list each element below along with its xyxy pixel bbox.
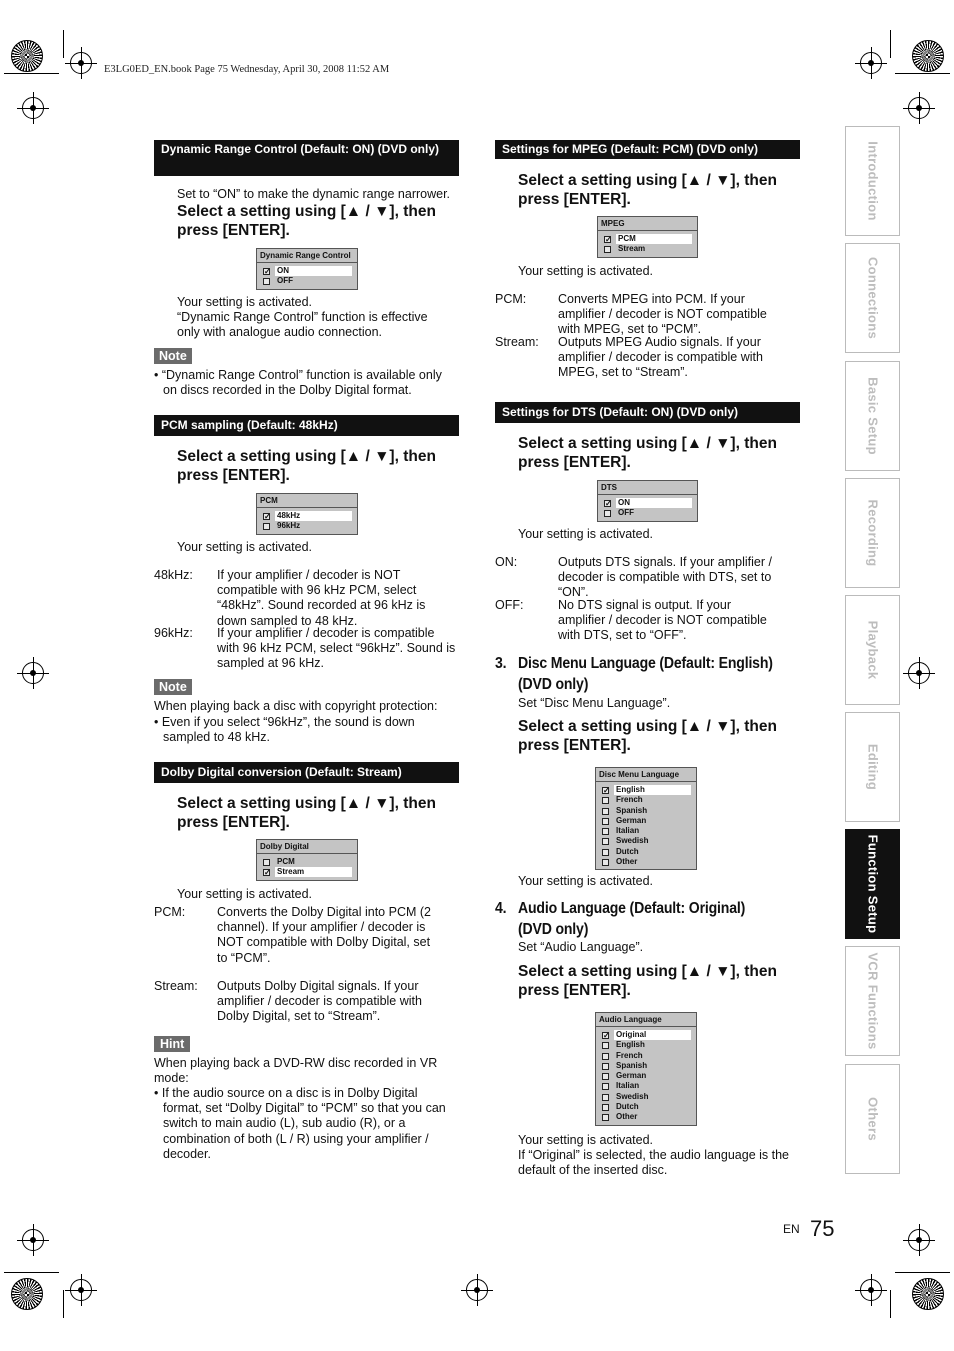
pcm-menu-item[interactable] xyxy=(257,521,357,531)
section-bar-dolby-label: Dolby Digital conversion (Default: Stream) xyxy=(161,765,402,779)
tab-playback[interactable] xyxy=(845,595,900,705)
crop-line xyxy=(63,30,64,58)
drc-note-line-1: “Dynamic Range Control” function is effective xyxy=(177,310,428,324)
def-value: Converts MPEG into PCM. If your amplifier / decoder is NOT compatible with MPEG, set to “PCM”. xyxy=(558,292,767,337)
mpeg-menu xyxy=(597,216,698,258)
section-bar-dts xyxy=(495,402,800,423)
crosshair-icon xyxy=(22,662,44,684)
note-badge: Note xyxy=(154,679,192,695)
dolby-instruction: Select a setting using [▲ / ▼], then press [ENTER]. xyxy=(177,795,436,831)
dolby-def-pcm xyxy=(154,905,459,980)
menu-item-label: Other xyxy=(616,1112,638,1122)
tab-editing[interactable] xyxy=(845,712,900,822)
hint-badge: Hint xyxy=(154,1036,190,1052)
crosshair-icon xyxy=(860,1279,882,1301)
pcm-def-96 xyxy=(154,626,459,674)
menu-item-label: Stream xyxy=(618,244,646,254)
def-value: Outputs MPEG Audio signals. If your amplifier / decoder is compatible with MPEG, set to “Stream”. xyxy=(558,335,763,380)
dolby-menu-item[interactable] xyxy=(257,857,357,867)
mpeg-instruction: Select a setting using [▲ / ▼], then press [ENTER]. xyxy=(518,172,777,208)
menu-item-label: Other xyxy=(616,857,638,867)
audio-heading: Audio Language (Default: Original) xyxy=(518,900,746,917)
menu-item-label: Swedish xyxy=(616,1091,649,1101)
audio-activated: Your setting is activated. xyxy=(518,1133,654,1147)
audio-menu-item[interactable] xyxy=(596,1051,696,1061)
checkbox-icon[interactable] xyxy=(602,838,609,845)
def-key: ON: xyxy=(495,555,518,569)
crosshair-icon xyxy=(70,1279,92,1301)
tab-label: Connections xyxy=(865,256,881,340)
checkbox-icon[interactable] xyxy=(602,1104,609,1111)
audio-instruction: Select a setting using [▲ / ▼], then press [ENTER]. xyxy=(518,963,777,999)
checkbox-icon[interactable] xyxy=(263,523,270,530)
def-key: PCM: xyxy=(154,905,186,919)
pcm-def-48 xyxy=(154,568,459,628)
dts-activated: Your setting is activated. xyxy=(518,527,654,541)
disc-menu-item[interactable] xyxy=(596,785,696,795)
disc-menu-item[interactable] xyxy=(596,795,696,805)
drc-menu-item[interactable] xyxy=(257,266,357,276)
menu-item-label: ON xyxy=(616,498,692,508)
crop-line xyxy=(890,30,891,58)
crop-line xyxy=(895,1272,950,1273)
menu-item-label: English xyxy=(616,1040,645,1050)
audio-menu-item[interactable] xyxy=(596,1081,696,1091)
checkbox-icon[interactable] xyxy=(602,1094,609,1101)
mpeg-def-pcm xyxy=(495,292,800,337)
checkbox-checked-icon[interactable]: ✓ xyxy=(264,512,271,521)
section-bar-pcm xyxy=(154,415,459,436)
tab-basic-setup[interactable] xyxy=(845,361,900,471)
def-value: If your amplifier / decoder is compatible with 96 kHz PCM, select “96kHz”. Sound is sampled at 96 kHz. xyxy=(217,626,456,671)
page-number: 75 xyxy=(810,1216,835,1241)
registration-target-icon xyxy=(912,1278,944,1310)
section-bar-drc xyxy=(154,140,459,176)
menu-item-label: Spanish xyxy=(616,805,648,815)
tab-label: VCR Functions xyxy=(865,952,881,1050)
pcm-activated: Your setting is activated. xyxy=(177,540,313,554)
def-key: PCM: xyxy=(495,292,527,306)
mpeg-menu-title: MPEG xyxy=(598,217,697,231)
hint-line: When playing back a DVD-RW disc recorded in VR mode: xyxy=(154,1056,438,1086)
pcm-menu-item[interactable] xyxy=(257,511,357,521)
menu-item-label: Dutch xyxy=(616,1102,639,1112)
audio-menu-item[interactable] xyxy=(596,1030,696,1040)
disc-menu-activated: Your setting is activated. xyxy=(518,874,654,888)
dts-menu-item[interactable] xyxy=(598,498,697,508)
def-key: OFF: xyxy=(495,598,524,612)
disc-menu-item[interactable] xyxy=(596,857,696,867)
print-header: E3LG0ED_EN.book Page 75 Wednesday, April 30, 2008 11:52 AM xyxy=(104,64,390,75)
registration-target-icon xyxy=(912,40,944,72)
menu-item-label: PCM xyxy=(616,234,692,244)
tab-recording[interactable] xyxy=(845,478,900,588)
drc-note-line-2: only with analogue audio connection. xyxy=(177,325,383,339)
menu-item-label: OFF xyxy=(277,276,293,286)
registration-target-icon xyxy=(11,40,43,72)
def-key: Stream: xyxy=(154,979,198,993)
disc-menu-item[interactable] xyxy=(596,847,696,857)
dolby-menu-title: Dolby Digital xyxy=(257,840,357,854)
disc-menu-language-menu xyxy=(595,767,697,870)
section-bar-mpeg xyxy=(495,140,800,159)
disc-menu-set: Set “Disc Menu Language”. xyxy=(518,696,671,710)
pcm-menu-title: PCM xyxy=(257,494,357,508)
section-bar-mpeg-label: Settings for MPEG (Default: PCM) (DVD only) xyxy=(502,142,758,156)
checkbox-checked-icon[interactable]: ✓ xyxy=(264,267,271,276)
menu-item-label: French xyxy=(616,795,643,805)
mpeg-menu-item[interactable] xyxy=(598,244,697,254)
checkbox-checked-icon[interactable]: ✓ xyxy=(603,786,610,795)
drc-note-bullet: • “Dynamic Range Control” function is available only on discs recorded in the Dolby Digital format. xyxy=(154,368,442,398)
pcm-instruction: Select a setting using [▲ / ▼], then press [ENTER]. xyxy=(177,448,436,484)
tab-label: Recording xyxy=(865,499,881,567)
audio-menu-item[interactable] xyxy=(596,1071,696,1081)
menu-item-label: German xyxy=(616,815,647,825)
menu-item-label: Italian xyxy=(616,1081,640,1091)
audio-after-note: If “Original” is selected, the audio language is the default of the inserted disc. xyxy=(518,1148,789,1178)
registration-target-icon xyxy=(11,1278,43,1310)
dolby-menu-item[interactable] xyxy=(257,867,357,877)
tab-label: Introduction xyxy=(865,141,881,221)
menu-item-label: French xyxy=(616,1050,643,1060)
drc-instruction: Select a setting using [▲ / ▼], then press [ENTER]. xyxy=(177,203,436,239)
tab-label: Function Setup xyxy=(865,834,881,934)
checkbox-icon[interactable] xyxy=(602,818,609,825)
checkbox-icon[interactable] xyxy=(602,1073,609,1080)
mpeg-def-stream xyxy=(495,335,800,383)
audio-menu-item[interactable] xyxy=(596,1092,696,1102)
disc-menu-item[interactable] xyxy=(596,816,696,826)
audio-menu-item[interactable] xyxy=(596,1112,696,1122)
checkbox-icon[interactable] xyxy=(602,849,609,856)
pcm-note-bullet: • Even if you select “96kHz”, the sound is down sampled to 48 kHz. xyxy=(154,715,415,745)
def-key: 48kHz: xyxy=(154,568,193,582)
menu-item-label: Swedish xyxy=(616,836,649,846)
tab-connections[interactable] xyxy=(845,243,900,353)
checkbox-icon[interactable] xyxy=(602,1114,609,1121)
checkbox-checked-icon[interactable]: ✓ xyxy=(264,868,271,878)
note-badge: Note xyxy=(154,348,192,364)
mpeg-activated: Your setting is activated. xyxy=(518,264,654,278)
section-bar-drc-label: Dynamic Range Control (Default: ON) (DVD only) xyxy=(161,142,440,156)
checkbox-checked-icon[interactable]: ✓ xyxy=(605,499,612,508)
drc-menu-title: Dynamic Range Control xyxy=(257,249,357,263)
def-value: Converts the Dolby Digital into PCM (2 channel). If your amplifier / decoder is NOT compatible with Dolby Digital, set to “PCM”. xyxy=(217,905,431,965)
menu-item-label: OFF xyxy=(618,508,634,518)
crosshair-icon xyxy=(860,52,882,74)
audio-language-menu xyxy=(595,1012,697,1126)
checkbox-icon[interactable] xyxy=(602,797,609,804)
disc-menu-instruction: Select a setting using [▲ / ▼], then press [ENTER]. xyxy=(518,718,777,754)
checkbox-icon[interactable] xyxy=(263,278,270,285)
dts-menu-item[interactable] xyxy=(598,508,697,518)
tab-others[interactable] xyxy=(845,1064,900,1174)
section-bar-dolby xyxy=(154,762,459,783)
pcm-menu xyxy=(256,493,358,535)
hint-bullet: • If the audio source on a disc is in Dolby Digital format, set “Dolby Digital” to “PCM” so that you can switch to main audio (L), sub audio (R), or a combination of both (L / R) using your amplifier / decoder. xyxy=(154,1086,446,1161)
crosshair-icon xyxy=(466,1279,488,1301)
tab-vcr-functions[interactable] xyxy=(845,946,900,1056)
menu-item-label: Spanish xyxy=(616,1060,648,1070)
tab-function-setup[interactable] xyxy=(845,829,900,939)
menu-item-label: 48kHz xyxy=(275,511,352,521)
checkbox-icon[interactable] xyxy=(602,1042,609,1049)
menu-item-label: PCM xyxy=(277,857,295,866)
def-key: 96kHz: xyxy=(154,626,193,640)
menu-item-label: English xyxy=(614,785,691,795)
menu-item-label: 96kHz xyxy=(277,521,301,531)
def-value: Outputs Dolby Digital signals. If your amplifier / decoder is compatible with Dolby Digital, set to “Stream”. xyxy=(217,979,422,1024)
disc-menu-heading: Disc Menu Language (Default: English) xyxy=(518,655,773,672)
crop-line xyxy=(4,73,59,74)
crosshair-icon xyxy=(70,52,92,74)
drc-menu-item[interactable] xyxy=(257,276,357,286)
def-value: If your amplifier / decoder is NOT compatible with 96 kHz PCM, select “48kHz”. Sound recorded at 96 kHz is down sampled to 48 kHz. xyxy=(217,568,426,628)
checkbox-checked-icon[interactable]: ✓ xyxy=(603,1031,610,1040)
mpeg-menu-item[interactable] xyxy=(598,234,697,244)
language-code: EN xyxy=(783,1222,800,1236)
checkbox-icon[interactable] xyxy=(263,859,270,866)
dolby-menu xyxy=(256,839,358,881)
disc-menu-step-number: 3. xyxy=(495,655,507,672)
crop-line xyxy=(63,1290,64,1318)
checkbox-icon[interactable] xyxy=(602,1063,609,1070)
tab-introduction[interactable] xyxy=(845,126,900,236)
menu-item-label: German xyxy=(616,1071,647,1081)
menu-item-label: ON xyxy=(275,266,352,276)
tab-label: Playback xyxy=(865,620,881,680)
disc-menu-item[interactable] xyxy=(596,806,696,816)
crosshair-icon xyxy=(22,97,44,119)
checkbox-checked-icon[interactable]: ✓ xyxy=(605,235,612,244)
def-value: Outputs DTS signals. If your amplifier / decoder is compatible with DTS, set to “ON”. xyxy=(558,555,772,600)
audio-menu-item[interactable] xyxy=(596,1040,696,1050)
audio-set: Set “Audio Language”. xyxy=(518,940,644,954)
section-bar-dts-label: Settings for DTS (Default: ON) (DVD only) xyxy=(502,405,738,419)
checkbox-icon[interactable] xyxy=(604,510,611,517)
menu-item-label: Original xyxy=(614,1030,691,1040)
crop-line xyxy=(890,1290,891,1318)
crosshair-icon xyxy=(908,662,930,684)
audio-heading-line-2: (DVD only) xyxy=(518,921,589,938)
audio-menu-item[interactable] xyxy=(596,1102,696,1112)
tab-label: Basic Setup xyxy=(865,377,881,455)
crosshair-icon xyxy=(908,1229,930,1251)
dts-def-off xyxy=(495,598,800,646)
disc-menu-heading-line-2: (DVD only) xyxy=(518,676,589,693)
menu-item-label: Stream xyxy=(275,867,352,877)
disc-menu-item[interactable] xyxy=(596,826,696,836)
def-key: Stream: xyxy=(495,335,539,349)
tab-label: Others xyxy=(865,1097,881,1141)
dolby-activated: Your setting is activated. xyxy=(177,887,313,901)
audio-step-number: 4. xyxy=(495,900,507,917)
checkbox-icon[interactable] xyxy=(602,808,609,815)
def-value: No DTS signal is output. If your amplifier / decoder is NOT compatible with DTS, set to “OFF”. xyxy=(558,598,767,643)
dts-instruction: Select a setting using [▲ / ▼], then press [ENTER]. xyxy=(518,435,777,471)
audio-language-menu-title: Audio Language xyxy=(596,1013,696,1027)
drc-menu xyxy=(256,248,358,290)
menu-item-label: Italian xyxy=(616,826,640,836)
menu-item-label: Dutch xyxy=(616,846,639,856)
checkbox-icon[interactable] xyxy=(602,1053,609,1060)
crosshair-icon xyxy=(908,97,930,119)
drc-description: Set to “ON” to make the dynamic range narrower. xyxy=(177,187,451,201)
disc-menu-item[interactable] xyxy=(596,836,696,846)
dts-menu-title: DTS xyxy=(598,481,697,495)
dolby-def-stream xyxy=(154,979,459,1027)
dts-menu xyxy=(597,480,698,522)
crosshair-icon xyxy=(22,1229,44,1251)
dts-def-on xyxy=(495,555,800,600)
crop-line xyxy=(4,1272,59,1273)
checkbox-icon[interactable] xyxy=(602,828,609,835)
crop-line xyxy=(895,73,950,74)
audio-menu-item[interactable] xyxy=(596,1061,696,1071)
checkbox-icon[interactable] xyxy=(602,1083,609,1090)
drc-activated: Your setting is activated. xyxy=(177,295,313,309)
disc-menu-language-menu-title: Disc Menu Language xyxy=(596,768,696,782)
section-bar-pcm-label: PCM sampling (Default: 48kHz) xyxy=(161,418,338,432)
checkbox-icon[interactable] xyxy=(604,246,611,253)
pcm-note-line: When playing back a disc with copyright protection: xyxy=(154,699,438,713)
tab-label: Editing xyxy=(865,743,881,791)
checkbox-icon[interactable] xyxy=(602,859,609,866)
